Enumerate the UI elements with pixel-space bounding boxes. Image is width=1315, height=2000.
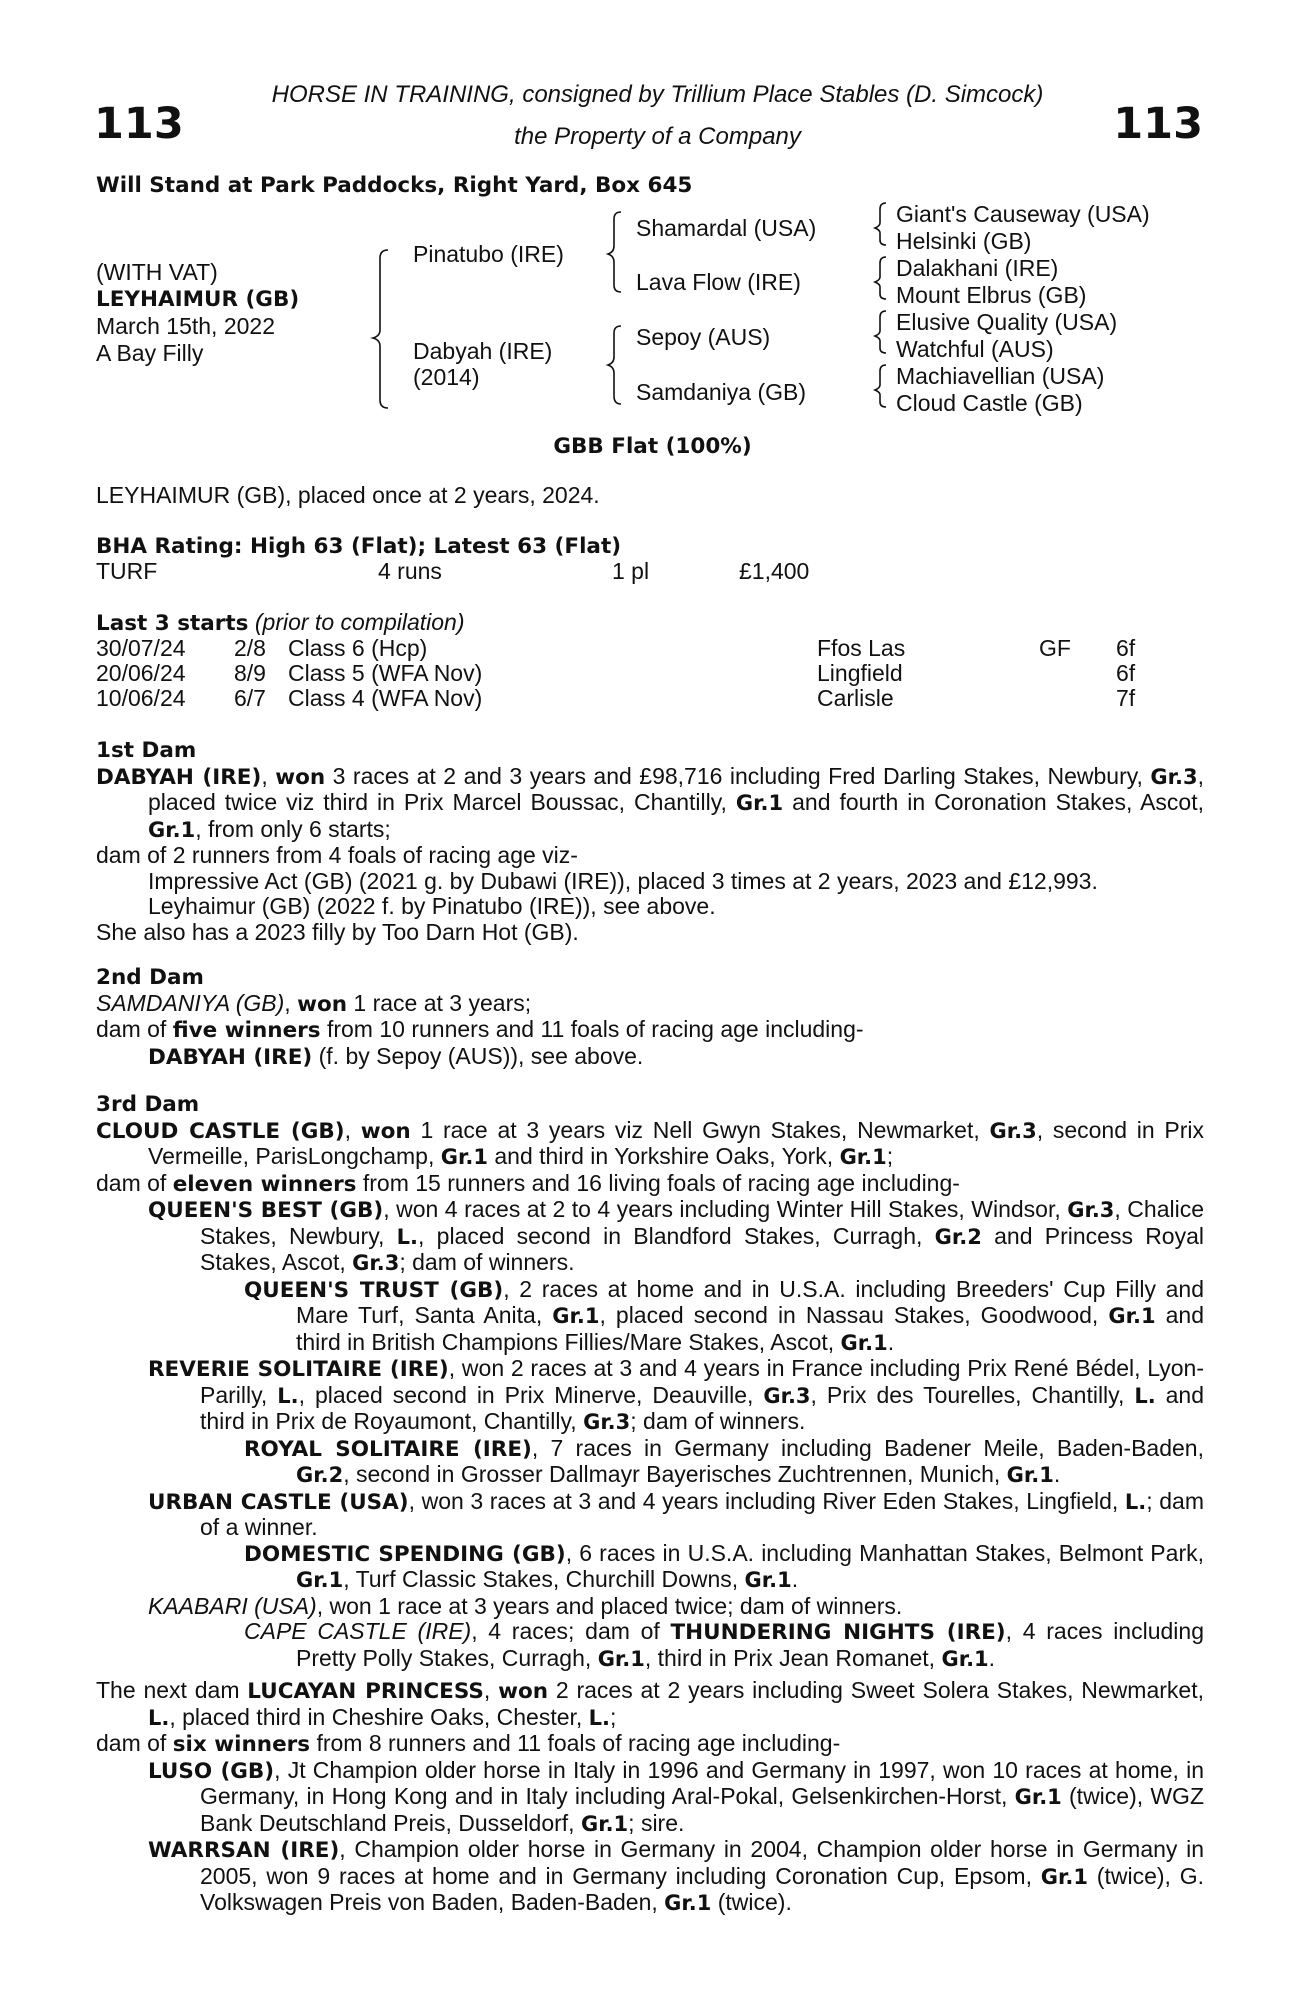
record-text: , placed second in Nassau Stakes, Goodwood, [599, 1302, 1109, 1328]
pedigree-ss: Shamardal (USA) [636, 215, 817, 241]
progeny-name: REVERIE SOLITAIRE (IRE) [148, 1357, 449, 1382]
progeny-dabyah [96, 1044, 1204, 1071]
bha-placed: 1 pl [612, 558, 650, 584]
record-text: The next dam [96, 1677, 248, 1703]
next-dam-name: LUCAYAN PRINCESS [247, 1679, 484, 1704]
first-dam-heading: 1st Dam [96, 738, 197, 763]
pedigree-dam-year: (2014) [413, 364, 480, 390]
winners-count: six winners [172, 1732, 311, 1757]
progeny-queens-best [96, 1197, 1204, 1277]
record-text: , won 3 races at 3 and 4 years including River Eden Stakes, Lingfield, [408, 1487, 1125, 1514]
progeny-name: ROYAL SOLITAIRE (IRE) [244, 1436, 532, 1462]
pedigree-sd: Lava Flow (IRE) [636, 269, 801, 295]
record-text: and third in Yorkshire Oaks, York, [487, 1143, 840, 1169]
pedigree-sire: Pinatubo (IRE) [413, 241, 564, 267]
record-text: dam of [96, 1169, 173, 1196]
record-text: and fourth in Coronation Stakes, Ascot, [783, 789, 1204, 815]
record-text: , Champion older horse in Germany in 2004, Champion older horse in Germany in 2005, won 9 races at home and in Germany including Coronation Cup, Epsom, [200, 1836, 1204, 1889]
second-dam-record: SAMDANIYA (GB), won 1 race at 3 years; [96, 989, 532, 1017]
progeny-name: QUEEN'S TRUST (GB) [244, 1277, 504, 1303]
grade-label: Gr.1 [296, 1568, 344, 1592]
pedigree-ddd: Cloud Castle (GB) [896, 390, 1083, 416]
winners-count: eleven winners [172, 1171, 357, 1197]
last3-note: (prior to compilation) [254, 609, 465, 635]
start-date: 10/06/24 [96, 685, 186, 711]
grade-label: Gr.3 [583, 1410, 631, 1434]
third-dam-name: CLOUD CASTLE (GB) [96, 1118, 345, 1144]
grade-label: Gr.1 [440, 1145, 488, 1169]
record-text: (f. by Sepoy (AUS)), see above. [312, 1042, 644, 1069]
won-label: won [275, 764, 326, 790]
record-text: 1 race at 3 years; [347, 989, 532, 1016]
progeny-name: QUEEN'S BEST (GB) [148, 1198, 384, 1223]
second-dam-section [96, 965, 1204, 1070]
progeny-kaabari [96, 1594, 1204, 1620]
bha-rating: BHA Rating: High 63 (Flat); Latest 63 (Flat) [96, 534, 622, 559]
start-position: 2/8 [234, 635, 266, 661]
pedigree-dam: Dabyah (IRE) [413, 338, 553, 364]
gbb-flat: GBB Flat (100%) [553, 434, 752, 459]
won-label: won [360, 1118, 411, 1144]
pedigree-sss: Giant's Causeway (USA) [896, 201, 1150, 227]
bha-surface: TURF [96, 558, 158, 584]
record-text: (twice), WGZ Bank Deutschland Preis, Dusseldorf, [200, 1783, 1205, 1836]
progeny-domestic-spending [96, 1541, 1204, 1594]
grade-label: L. [148, 1705, 170, 1730]
progeny-luso [96, 1758, 1204, 1838]
progeny-name: KAABARI (USA) [148, 1592, 317, 1619]
record-text: and third in Prix de Royaumont, Chantilly, [200, 1381, 1205, 1434]
brace-ds [875, 311, 886, 353]
record-text: from 15 runners and 16 living foals of racing age including- [356, 1169, 960, 1196]
start-course: Ffos Las [817, 635, 906, 661]
brace-dd [875, 365, 886, 407]
pedigree-sds: Dalakhani (IRE) [896, 255, 1059, 281]
grade-label: Gr.1 [597, 1646, 645, 1671]
first-dam-also: She also has a 2023 filly by Too Darn Hot (GB). [96, 918, 579, 945]
progeny-queens-trust [96, 1277, 1204, 1357]
brace-gen1 [373, 250, 388, 408]
record-text: . [887, 1328, 895, 1355]
start-date: 20/06/24 [96, 660, 186, 686]
pedigree-dds: Machiavellian (USA) [896, 363, 1105, 389]
horse-summary: LEYHAIMUR (GB), placed once at 2 years, 2024. [96, 482, 600, 508]
progeny-impressive-act: Impressive Act (GB) (2021 g. by Dubawi (IRE)), placed 3 times at 2 years, 2023 and £12,993. [148, 867, 1098, 894]
record-text: , 4 races including Pretty Polly Stakes, Curragh, [296, 1618, 1204, 1671]
record-text: , Chalice Stakes, Newbury, [200, 1196, 1205, 1249]
start-class: Class 5 (WFA Nov) [288, 660, 483, 686]
bha-runs: 4 runs [378, 558, 442, 584]
next-dam-section [96, 1678, 1204, 1917]
pedigree-sdd: Mount Elbrus (GB) [896, 282, 1087, 308]
record-text: from 8 runners and 11 foals of racing age including- [310, 1730, 841, 1756]
progeny-name: CAPE CASTLE (IRE) [244, 1618, 472, 1644]
grade-label: Gr.1 [580, 1811, 629, 1836]
progeny-royal-solitaire [96, 1436, 1204, 1489]
second-dam-name: SAMDANIYA (GB) [96, 989, 285, 1016]
grade-label: Gr.1 [735, 791, 784, 815]
start-class: Class 6 (Hcp) [288, 635, 428, 661]
record-text: , Turf Classic Stakes, Churchill Downs, [343, 1566, 745, 1592]
horse-description: A Bay Filly [96, 340, 204, 366]
record-text: , placed second in Blandford Stakes, Curragh, [418, 1222, 935, 1249]
start-position: 6/7 [234, 685, 266, 711]
first-dam-produce: dam of 2 runners from 4 foals of racing age viz- [96, 842, 578, 868]
record-text: 2 races at 2 years including Sweet Solera Stakes, Newmarket, [548, 1677, 1204, 1703]
grade-label: Gr.1 [664, 1891, 712, 1915]
brace-sire [608, 212, 621, 292]
grade-label: Gr.1 [1014, 1785, 1062, 1809]
grade-label: Gr.1 [1006, 1463, 1054, 1487]
record-text: , 6 races in U.S.A. including Manhattan Stakes, Belmont Park, [565, 1539, 1204, 1566]
progeny-name: LUSO (GB) [148, 1758, 275, 1784]
grade-label: Gr.1 [840, 1330, 888, 1355]
pedigree-dsd: Watchful (AUS) [896, 336, 1054, 362]
record-text: ; dam of a winner. [200, 1487, 1204, 1540]
header-consignor: HORSE IN TRAINING, consigned by Trillium Place Stables (D. Simcock) [271, 81, 1044, 108]
progeny-urban-castle [96, 1489, 1204, 1541]
won-label: won [297, 991, 348, 1017]
grade-label: L. [396, 1224, 419, 1249]
record-text: (twice). [711, 1889, 792, 1915]
start-class: Class 4 (WFA Nov) [288, 685, 483, 711]
second-dam-produce [96, 1017, 1204, 1044]
grade-label: L. [588, 1705, 611, 1730]
grade-label: Gr.1 [148, 817, 196, 842]
progeny-name: URBAN CASTLE (USA) [148, 1489, 409, 1515]
record-text: , placed third in Cheshire Oaks, Chester, [169, 1703, 589, 1730]
record-text: , from only 6 starts; [195, 815, 391, 842]
record-text: , Prix des Tourelles, Chantilly, [810, 1381, 1135, 1408]
record-text: , second in Grosser Dallmayr Bayerisches Zuchtrennen, Munich, [343, 1461, 1007, 1487]
lot-number-left: 113 [94, 99, 184, 149]
record-text: dam of [96, 1016, 173, 1042]
record-text: ; [886, 1143, 894, 1169]
pedigree-dd: Samdaniya (GB) [636, 379, 807, 405]
progeny-name: THUNDERING NIGHTS (IRE) [670, 1620, 1006, 1645]
third-dam-record: CLOUD CASTLE (GB), won 1 race at 3 years viz Nell Gwyn Stakes, Newmarket, Gr.3, second in Prix Vermeille, ParisLongchamp, Gr.1 and third in Yorkshire Oaks, York, Gr.1; [96, 1116, 1204, 1169]
start-date: 30/07/24 [96, 635, 186, 661]
next-dam-produce [96, 1731, 1204, 1758]
record-text: , won 2 races at 3 and 4 years in France including Prix René Bédel, Lyon-Parilly, [200, 1355, 1204, 1408]
start-going: GF [1039, 635, 1071, 661]
first-dam-section [96, 738, 1204, 945]
record-text: . [1053, 1461, 1061, 1487]
next-dam-record: The next dam LUCAYAN PRINCESS, won 2 races at 2 years including Sweet Solera Stakes, Newmarket, L., placed third in Cheshire Oaks, Chester, L.; [96, 1677, 1204, 1730]
grade-label: Gr.2 [934, 1224, 982, 1249]
record-text: ; [610, 1703, 617, 1730]
record-text: 3 races at 2 and 3 years and £98,716 including Fred Darling Stakes, Newbury, [325, 762, 1151, 789]
start-course: Carlisle [817, 685, 894, 711]
grade-label: Gr.1 [744, 1568, 792, 1592]
record-text: (twice), G. Volkswagen Preis von Baden, Baden-Baden, [200, 1862, 1204, 1915]
grade-label: Gr.3 [352, 1251, 400, 1275]
record-text: , third in Prix Jean Romanet, [644, 1644, 942, 1671]
grade-label: Gr.1 [941, 1646, 989, 1671]
pedigree-ds: Sepoy (AUS) [636, 324, 771, 350]
progeny-name: WARRSAN (IRE) [148, 1838, 340, 1863]
start-distance: 6f [1116, 635, 1136, 661]
grade-label: Gr.1 [1108, 1304, 1156, 1328]
grade-label: Gr.1 [552, 1304, 600, 1328]
grade-label: Gr.1 [839, 1145, 887, 1169]
start-distance: 6f [1116, 660, 1136, 686]
last3-title: Last 3 starts [96, 611, 249, 636]
record-text: , 4 races; dam of [471, 1618, 671, 1644]
progeny-warrsan [96, 1837, 1204, 1917]
grade-label: L. [277, 1383, 299, 1408]
record-text: , Jt Champion older horse in Italy in 1996 and Germany in 1997, won 10 races at home, in Germany, in Hong Kong and in Italy including Aral-Pokal, Gelsenkirchen-Horst, [200, 1756, 1204, 1809]
record-text: and Princess Royal Stakes, Ascot, [200, 1222, 1205, 1275]
brace-sd [875, 257, 886, 299]
grade-label: Gr.3 [989, 1118, 1037, 1143]
progeny-name: DOMESTIC SPENDING (GB) [244, 1541, 566, 1567]
bha-earnings: £1,400 [739, 558, 810, 584]
second-dam-heading: 2nd Dam [96, 965, 204, 990]
record-text: and third in British Champions Fillies/Mare Stakes, Ascot, [296, 1302, 1205, 1355]
brace-dam [608, 326, 621, 404]
pedigree-ssd: Helsinki (GB) [896, 228, 1032, 254]
record-text: . [791, 1566, 799, 1592]
brace-ss [875, 203, 886, 245]
horse-dob: March 15th, 2022 [96, 313, 276, 339]
progeny-leyhaimur: Leyhaimur (GB) (2022 f. by Pinatubo (IRE)), see above. [148, 893, 716, 919]
progeny-name: DABYAH (IRE) [148, 1044, 313, 1070]
grade-label: Gr.3 [763, 1383, 811, 1408]
third-dam-produce [96, 1171, 1204, 1198]
start-course: Lingfield [817, 660, 903, 686]
stable-location: Will Stand at Park Paddocks, Right Yard, Box 645 [96, 173, 693, 198]
grade-label: Gr.3 [1150, 764, 1198, 789]
record-text: ; sire. [628, 1809, 685, 1836]
record-text: . [988, 1644, 996, 1671]
winners-count: five winners [172, 1018, 321, 1043]
header-property: the Property of a Company [514, 123, 801, 150]
third-dam-heading: 3rd Dam [96, 1092, 200, 1117]
horse-name: LEYHAIMUR (GB) [96, 287, 300, 312]
record-text: dam of [96, 1730, 173, 1756]
grade-label: Gr.2 [296, 1463, 344, 1487]
record-text: , won 1 race at 3 years and placed twice; dam of winners. [316, 1592, 903, 1619]
record-text: ; dam of winners. [399, 1249, 575, 1275]
third-dam-section [96, 1092, 1204, 1672]
first-dam-record: DABYAH (IRE), won 3 races at 2 and 3 years and £98,716 including Fred Darling Stakes, Newbury, Gr.3, placed twice viz third in Prix Marcel Boussac, Chantilly, Gr.1 and fourth in Coronation Stakes, Ascot, Gr.1, from only 6 starts; [96, 762, 1204, 842]
start-distance: 7f [1116, 685, 1136, 711]
grade-label: Gr.1 [1040, 1864, 1088, 1889]
start-position: 8/9 [234, 660, 266, 686]
last3-heading [96, 610, 465, 637]
record-text: ; dam of winners. [630, 1408, 806, 1434]
record-text: 1 race at 3 years viz Nell Gwyn Stakes, Newmarket, [410, 1116, 990, 1143]
pedigree-dss: Elusive Quality (USA) [896, 309, 1118, 335]
record-text: , placed second in Prix Minerve, Deauville, [298, 1381, 764, 1408]
grade-label: L. [1124, 1489, 1147, 1514]
record-text: from 10 runners and 11 foals of racing age including- [320, 1016, 864, 1042]
progeny-cape-castle [96, 1619, 1204, 1672]
won-label: won [498, 1679, 549, 1704]
first-dam-name: DABYAH (IRE) [96, 764, 262, 790]
record-text: , 7 races in Germany including Badener Meile, Baden-Baden, [531, 1434, 1204, 1461]
record-text: , won 4 races at 2 to 4 years including Winter Hill Stakes, Windsor, [383, 1196, 1068, 1222]
record-text: , 2 races at home and in U.S.A. including Breeders' Cup Filly and Mare Turf, Santa Anita, [296, 1275, 1204, 1328]
record-text: , second in Prix Vermeille, ParisLongchamp, [148, 1116, 1204, 1169]
progeny-reverie-solitaire [96, 1356, 1204, 1436]
grade-label: Gr.3 [1067, 1198, 1115, 1222]
record-text: , placed twice viz third in Prix Marcel Boussac, Chantilly, [148, 762, 1204, 815]
grade-label: L. [1134, 1383, 1156, 1408]
vat-note: (WITH VAT) [96, 259, 218, 285]
lot-number-right: 113 [1113, 99, 1203, 149]
